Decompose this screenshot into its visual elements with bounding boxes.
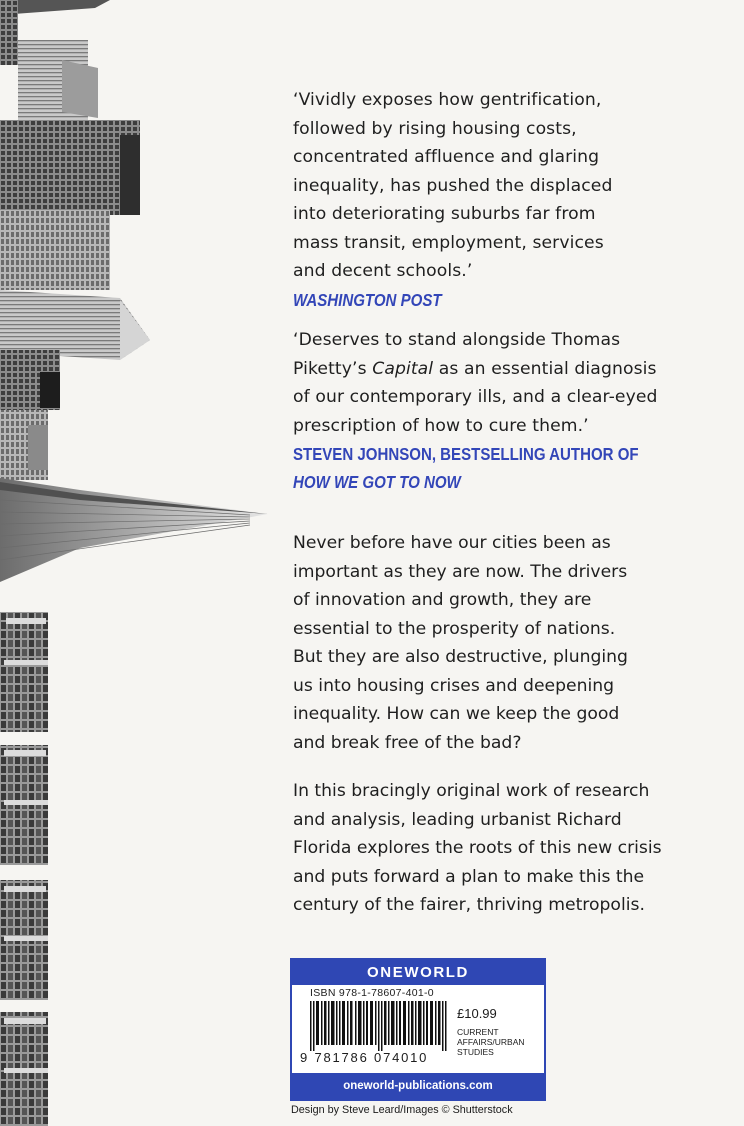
quote-line: of our contemporary ills, and a clear-eyed bbox=[293, 387, 658, 407]
quote-fragment: Piketty’s bbox=[293, 358, 373, 379]
quote-steven-johnson bbox=[293, 326, 723, 496]
blurb-line: us into housing crises and deepening bbox=[293, 675, 615, 696]
subject-category bbox=[457, 1027, 537, 1057]
quote-line: prescription of how to cure them.’ bbox=[293, 415, 589, 436]
price-barcode-box bbox=[290, 958, 546, 1101]
book-title-capital: Capital bbox=[372, 358, 434, 379]
blurb-line: and puts forward a plan to make this the bbox=[293, 866, 645, 887]
quote-attribution: WASHINGTON POST bbox=[293, 289, 442, 310]
price: £10.99 bbox=[457, 1006, 497, 1021]
blurb-line: essential to the prosperity of nations. bbox=[293, 618, 616, 639]
quote-line: into deteriorating suburbs far from bbox=[293, 204, 596, 224]
design-credit: Design by Steve Leard/Images © Shutterstock bbox=[291, 1104, 513, 1116]
blurb-line: But they are also destructive, plunging bbox=[293, 647, 628, 667]
category-line: STUDIES bbox=[457, 1047, 494, 1057]
skyscraper-illustration bbox=[0, 0, 290, 1126]
quote-attribution-book-title: HOW WE GOT TO NOW bbox=[293, 472, 461, 492]
blurb-line: of innovation and growth, they are bbox=[293, 590, 592, 610]
quote-line: ‘Vividly exposes how gentrification, bbox=[293, 90, 602, 110]
blurb-line: inequality. How can we keep the good bbox=[293, 704, 620, 724]
quote-washington-post bbox=[293, 86, 723, 314]
quote-fragment: as an essential diagnosis bbox=[433, 358, 657, 379]
quote-text bbox=[293, 86, 723, 286]
quote-attribution: STEVEN JOHNSON, BESTSELLING AUTHOR OF bbox=[293, 444, 639, 464]
blurb-line: In this bracingly original work of research bbox=[293, 781, 650, 801]
blurb-line: Never before have our cities been as bbox=[293, 533, 611, 553]
quote-line: mass transit, employment, services bbox=[293, 232, 604, 253]
quote-line: ‘Deserves to stand alongside Thomas bbox=[293, 330, 621, 350]
quote-line: inequality, has pushed the displaced bbox=[293, 175, 613, 196]
blurb-line: Florida explores the roots of this new crisis bbox=[293, 838, 662, 858]
category-line: AFFAIRS/URBAN bbox=[457, 1037, 525, 1047]
blurb-line: and analysis, leading urbanist Richard bbox=[293, 809, 622, 830]
book-blurb bbox=[293, 529, 723, 920]
blurb-paragraph-2 bbox=[293, 777, 723, 920]
quote-line: followed by rising housing costs, bbox=[293, 118, 577, 139]
blurb-line: and break free of the bad? bbox=[293, 732, 522, 753]
blurb-paragraph-1 bbox=[293, 529, 723, 757]
blurb-line: century of the fairer, thriving metropolis. bbox=[293, 895, 645, 915]
quote-line bbox=[293, 355, 723, 384]
quote-line: and decent schools.’ bbox=[293, 261, 473, 281]
publisher-name: ONEWORLD bbox=[292, 960, 544, 985]
category-line: CURRENT bbox=[457, 1027, 499, 1037]
barcode-digits: 9 781786 074010 bbox=[300, 1050, 429, 1065]
quote-text bbox=[293, 326, 723, 440]
blurb-line: important as they are now. The drivers bbox=[293, 561, 628, 582]
quote-line: concentrated affluence and glaring bbox=[293, 147, 600, 167]
barcode-icon bbox=[310, 1001, 450, 1051]
publisher-url: oneworld-publications.com bbox=[292, 1073, 544, 1099]
isbn-number: ISBN 978-1-78607-401-0 bbox=[310, 987, 434, 999]
